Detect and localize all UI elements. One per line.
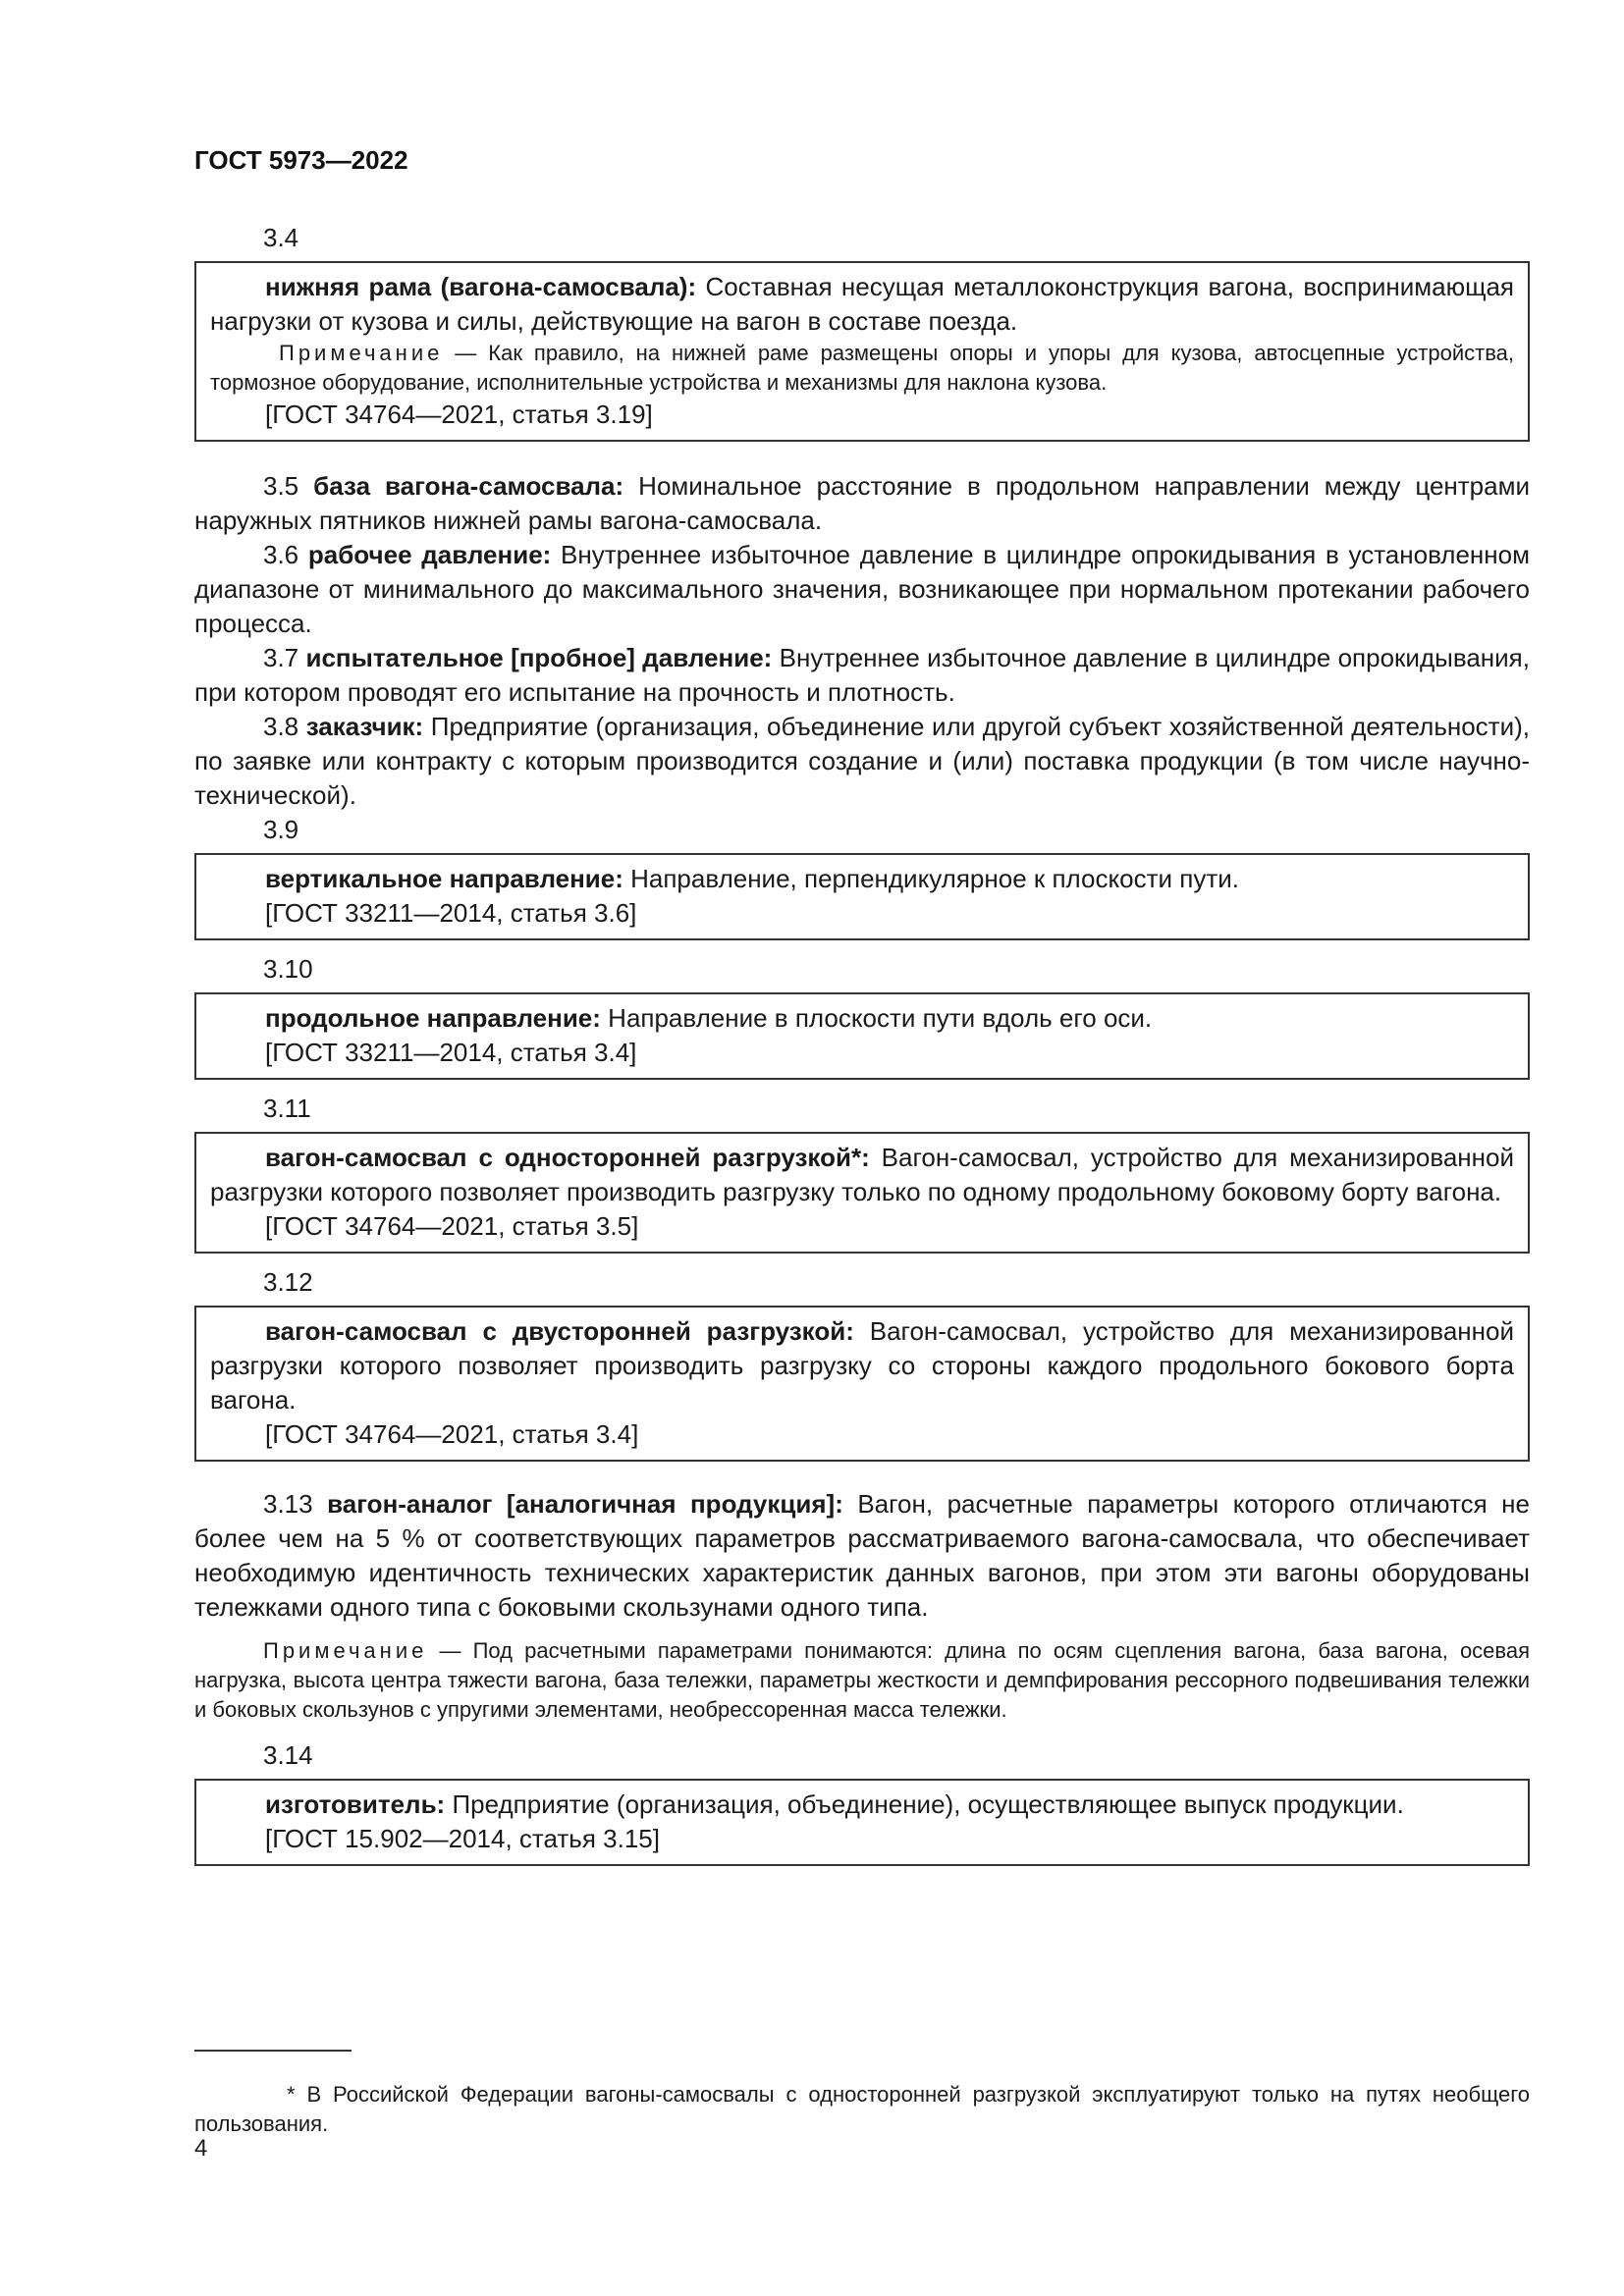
definition-text: Вагон-самосвал, устройство для механизированной разгрузки которого позволяет производить разгрузку только по одному продольному боковому борту вагона. bbox=[210, 1143, 1514, 1206]
reference: [ГОСТ 34764—2021, статья 3.19] bbox=[265, 400, 653, 429]
term-paragraph-3-5 bbox=[194, 469, 1530, 538]
document-header: ГОСТ 5973—2022 bbox=[194, 145, 408, 175]
term-name: вагон-аналог [аналогичная продукция]: bbox=[327, 1489, 843, 1519]
term-definition bbox=[210, 270, 1514, 339]
term-paragraph-3-8 bbox=[194, 710, 1530, 813]
term-paragraph-3-6 bbox=[194, 538, 1530, 641]
term-name: заказчик: bbox=[305, 712, 424, 741]
term-name: база вагона-самосвала: bbox=[313, 471, 624, 501]
section-number: 3.10 bbox=[263, 954, 313, 984]
definition-text: Внутреннее избыточное давление в цилиндре опрокидывания в установленном диапазоне от минимального до максимального значения, возникающее при нормальном протекании рабочего процесса. bbox=[194, 540, 1530, 638]
term-name: изготовитель: bbox=[265, 1789, 446, 1819]
definition-text: Вагон-самосвал, устройство для механизированной разгрузки которого позволяет производить разгрузку со стороны каждого продольного бокового борта вагона. bbox=[210, 1316, 1514, 1415]
term-definition bbox=[210, 862, 1514, 896]
note-label: Примечание bbox=[263, 1638, 428, 1663]
page-number: 4 bbox=[194, 2135, 208, 2162]
note-label: Примечание bbox=[279, 341, 444, 365]
term-box-3-11 bbox=[194, 1132, 1530, 1254]
section-number: 3.5 bbox=[263, 471, 299, 501]
definition-text: Номинальное расстояние в продольном направлении между центрами наружных пятников нижней рамы вагона-самосвала. bbox=[194, 471, 1530, 535]
definition-text: Направление в плоскости пути вдоль его оси. bbox=[600, 1003, 1153, 1033]
section-number: 3.11 bbox=[263, 1094, 311, 1123]
section-number: 3.9 bbox=[263, 815, 299, 844]
term-paragraph-3-13 bbox=[194, 1487, 1530, 1625]
definition-text: Вагон, расчетные параметры которого отличаются не более чем на 5 % от соответствующих параметров рассматриваемого вагона-самосвала, что обеспечивает необходимую идентичность технических характеристик данных вагонов, при этом эти вагоны оборудованы тележками одного типа с боковыми скользунами одного типа. bbox=[194, 1489, 1530, 1622]
reference: [ГОСТ 33211—2014, статья 3.4] bbox=[265, 1038, 637, 1067]
term-name: вагон-самосвал с односторонней разгрузкой*: bbox=[265, 1143, 870, 1172]
note-text: — Как правило, на нижней раме размещены опоры и упоры для кузова, автосцепные устройства, тормозное оборудование, исполнительные устройства и механизмы для наклона кузова. bbox=[210, 341, 1514, 395]
definition-text: Составная несущая металлоконструкция вагона, воспринимающая нагрузки от кузова и силы, действующие на вагон в составе поезда. bbox=[210, 272, 1515, 336]
section-number: 3.7 bbox=[263, 643, 299, 672]
document-content bbox=[194, 221, 1530, 1866]
reference: [ГОСТ 15.902—2014, статья 3.15] bbox=[265, 1824, 660, 1853]
term-name: нижняя рама (вагона-самосвала): bbox=[265, 272, 697, 301]
reference: [ГОСТ 34764—2021, статья 3.5] bbox=[265, 1211, 639, 1241]
note bbox=[210, 339, 1514, 398]
term-paragraph-3-7 bbox=[194, 641, 1530, 710]
section-number: 3.6 bbox=[263, 540, 299, 569]
term-box-3-14 bbox=[194, 1779, 1530, 1866]
term-definition bbox=[210, 1141, 1514, 1209]
definition-text: Предприятие (организация, объединение), осуществляющее выпуск продукции. bbox=[445, 1789, 1404, 1819]
term-box-3-10 bbox=[194, 992, 1530, 1080]
term-name: рабочее давление: bbox=[307, 540, 552, 569]
reference: [ГОСТ 33211—2014, статья 3.6] bbox=[265, 898, 637, 928]
section-number: 3.13 bbox=[263, 1489, 313, 1519]
note bbox=[194, 1636, 1530, 1725]
section-number: 3.4 bbox=[263, 223, 299, 252]
term-name: вертикальное направление: bbox=[265, 864, 623, 893]
footnote-divider bbox=[194, 2050, 352, 2052]
term-name: испытательное [пробное] давление: bbox=[305, 643, 773, 672]
definition-text: Направление, перпендикулярное к плоскости пути. bbox=[623, 864, 1240, 893]
term-box-3-4 bbox=[194, 261, 1530, 442]
term-box-3-9 bbox=[194, 853, 1530, 940]
term-box-3-12 bbox=[194, 1306, 1530, 1462]
note-text: — Под расчетными параметрами понимаются: длина по осям сцепления вагона, база вагона, осевая нагрузка, высота центра тяжести вагона, база тележки, параметры жесткости и демпфирования рессорного подвешивания тележки и боковых скользунов с упругими элементами, необрессоренная масса тележки. bbox=[194, 1638, 1530, 1722]
term-name: вагон-самосвал с двусторонней разгрузкой: bbox=[265, 1316, 854, 1346]
term-definition bbox=[210, 1001, 1514, 1036]
definition-text: Предприятие (организация, объединение или другой субъект хозяйственной деятельности), по заявке или контракту с которым производится создание и (или) поставка продукции (в том числе научно-технической). bbox=[194, 712, 1530, 810]
term-definition bbox=[210, 1788, 1514, 1822]
section-number: 3.8 bbox=[263, 712, 299, 741]
reference: [ГОСТ 34764—2021, статья 3.4] bbox=[265, 1419, 639, 1449]
section-number: 3.14 bbox=[263, 1740, 313, 1770]
definition-text: Внутреннее избыточное давление в цилиндре опрокидывания, при котором проводят его испытание на прочность и плотность. bbox=[194, 643, 1530, 707]
footnote: * В Российской Федерации вагоны-самосвалы с односторонней разгрузкой эксплуатируют только на путях необщего пользования. bbox=[194, 2082, 1530, 2136]
section-number: 3.12 bbox=[263, 1267, 313, 1297]
term-definition bbox=[210, 1314, 1514, 1417]
term-name: продольное направление: bbox=[265, 1003, 601, 1033]
